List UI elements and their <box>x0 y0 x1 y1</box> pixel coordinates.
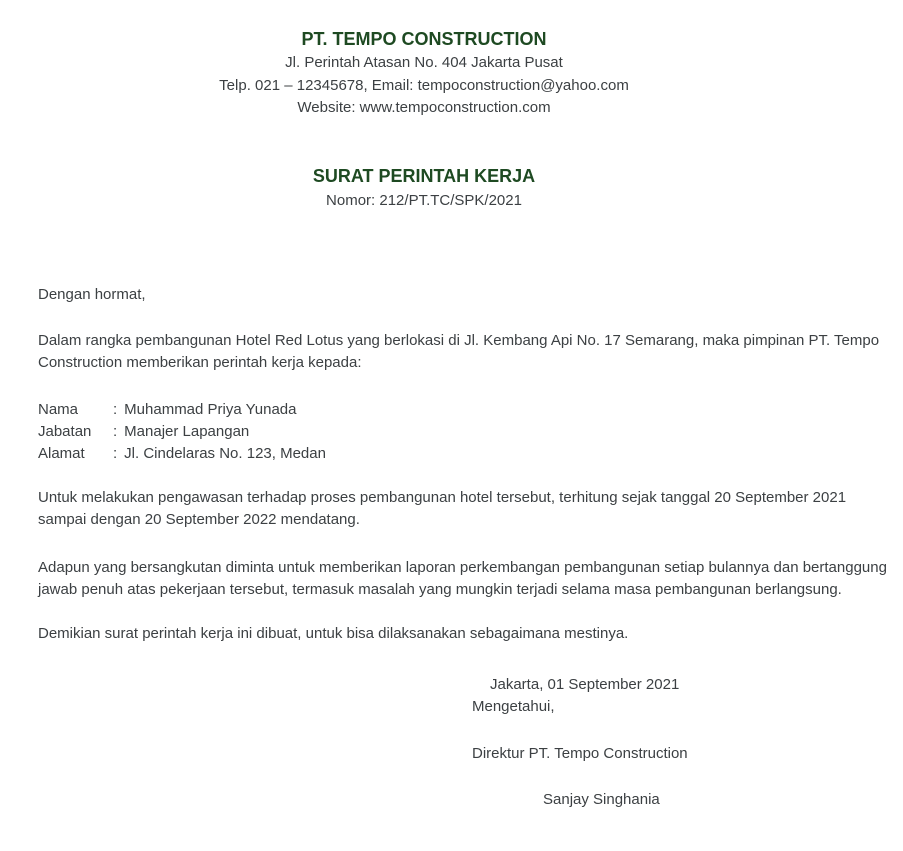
recipient-value: Jl. Cindelaras No. 123, Medan <box>124 444 326 462</box>
signer-name: Sanjay Singhania <box>543 790 660 808</box>
acknowledgement-label: Mengetahui, <box>472 697 555 715</box>
signature-block <box>472 674 890 811</box>
recipient-row <box>38 443 890 465</box>
paragraph-assignment: Untuk melakukan pengawasan terhadap proses pembangunan hotel tersebut, terhitung sejak tanggal 20 September 2021 sampai dengan 20 September 2022 mendatang. <box>38 488 847 528</box>
recipient-details <box>38 399 890 465</box>
company-website: Website: www.tempoconstruction.com <box>297 99 551 116</box>
document-title: SURAT PERINTAH KERJA <box>312 165 536 186</box>
letterhead <box>0 0 848 120</box>
company-contact: Telp. 021 – 12345678, Email: tempoconstruction@yahoo.com <box>219 76 629 94</box>
salutation: Dengan hormat, <box>38 285 146 303</box>
recipient-row <box>38 421 890 443</box>
signer-title: Direktur PT. Tempo Construction <box>472 744 688 762</box>
company-address: Jl. Perintah Atasan No. 404 Jakarta Pusat <box>285 54 563 71</box>
recipient-value: Muhammad Priya Yunada <box>124 400 297 418</box>
company-name: PT. TEMPO CONSTRUCTION <box>301 29 547 49</box>
recipient-row <box>38 399 890 421</box>
document-title-block <box>0 163 848 212</box>
paragraph-responsibility: Adapun yang bersangkutan diminta untuk memberikan laporan perkembangan pembangunan setiap bulannya dan bertanggung jawab penuh atas pekerjaan tersebut, termasuk masalah yang mungkin terjadi selama masa pembangunan berlangsung. <box>38 558 887 598</box>
recipient-value: Manajer Lapangan <box>124 422 250 440</box>
recipient-label: Alamat <box>38 444 85 462</box>
paragraph-closing: Demikian surat perintah kerja ini dibuat, untuk bisa dilaksanakan sebagaimana mestinya. <box>38 624 629 642</box>
place-date: Jakarta, 01 September 2021 <box>490 675 680 693</box>
recipient-separator: : <box>113 422 118 440</box>
letter-body <box>38 284 890 811</box>
recipient-separator: : <box>113 400 118 418</box>
recipient-label: Nama <box>38 400 79 418</box>
recipient-separator: : <box>113 444 118 462</box>
document-number: Nomor: 212/PT.TC/SPK/2021 <box>326 191 522 209</box>
recipient-label: Jabatan <box>38 422 92 440</box>
paragraph-opening: Dalam rangka pembangunan Hotel Red Lotus yang berlokasi di Jl. Kembang Api No. 17 Semarang, maka pimpinan PT. Tempo Construction memberikan perintah kerja kepada: <box>38 331 880 371</box>
